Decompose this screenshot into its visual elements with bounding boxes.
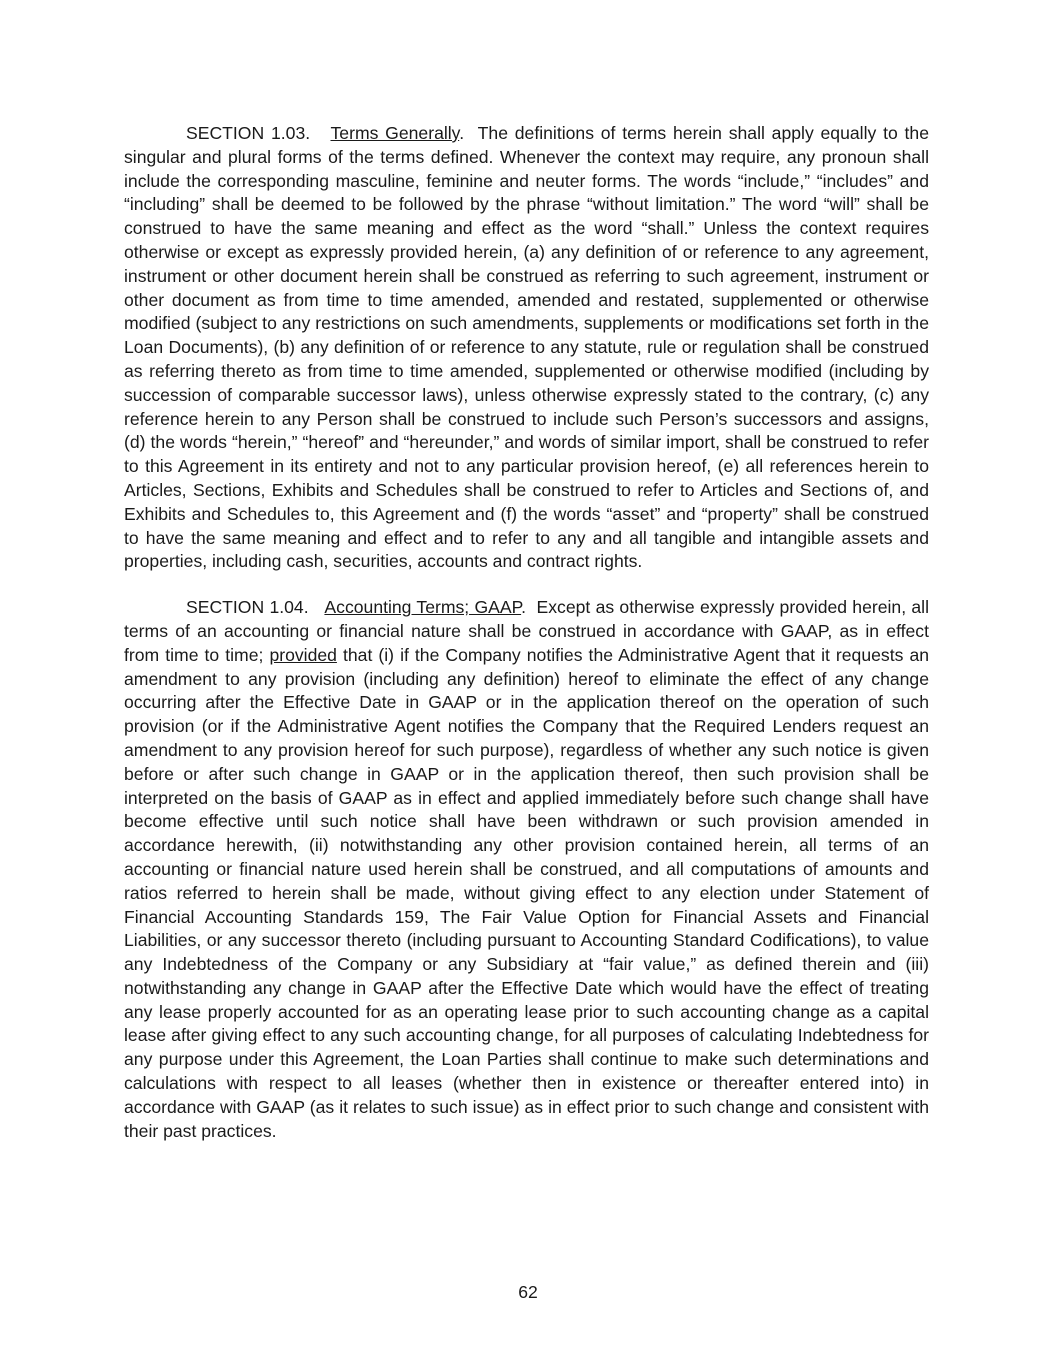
section-1-04-paragraph: SECTION 1.04. Accounting Terms; GAAP. Except as otherwise expressly provided herein, all terms of an accounting or financial nature shall be construed in accordance with GAAP, as in effect from time to time; provided that (i) if the Company notifies the Administrative Agent that it requests an amendment to any provision (including any definition) hereof to eliminate the effect of any change occurring after the Effective Date in GAAP or in the application thereof on the operation of such provision (or if the Administrative Agent notifies the Company that the Required Lenders request an amendment to any provision hereof for such purpose), regardless of whether any such notice is given before or after such change in GAAP or in the application thereof, then such provision shall be interpreted on the basis of GAAP as in effect and applied immediately before such change shall have become effective until such notice shall have been withdrawn or such provision amended in accordance herewith, (ii) notwithstanding any other provision contained herein, all terms of an accounting or financial nature used herein shall be construed, and all computations of amounts and ratios referred to herein shall be made, without giving effect to any election under Statement of Financial Accounting Standards 159, The Fair Value Option for Financial Assets and Financial Liabilities, or any successor thereto (including pursuant to Accounting Standard Codifications), to value any Indebtedness of the Company or any Subsidiary at “fair value,” as defined therein and (iii) notwithstanding any change in GAAP after the Effective Date which would have the effect of treating any lease properly accounted for as an operating lease prior to such accounting change as a capital lease after giving effect to any such accounting change, for all purposes of calculating Indebtedness for any purpose under this Agreement, the Loan Parties shall continue to make such determinations and calculations with respect to all leases (whether then in existence or thereafter entered into) in accordance with GAAP (as it relates to such issue) as in effect prior to such change and consistent with their past practices. (124, 597, 930, 1141)
section-body: The definitions of terms herein shall apply equally to the singular and plural forms of the terms defined. Whenever the context may require, any pronoun shall include the corresponding masculine, feminine and neuter forms. The words “include,” “includes” and “including” shall be deemed to be followed by the phrase “without limitation.” The word “will” shall be construed to have the same meaning and effect as the word “shall.” Unless the context requires otherwise or except as expressly provided herein, (a) any definition of or reference to any agreement, instrument or other document herein shall be construed as referring to such agreement, instrument or other document as from time to time amended, amended and restated, supplemented or otherwise modified (subject to any restrictions on such amendments, supplements or modifications set forth in the Loan Documents), (b) any definition of or reference to any statute, rule or regulation shall be construed as referring thereto as from time to time amended, supplemented or otherwise modified (including by succession of comparable successor laws), unless otherwise expressly stated to the contrary, (c) any reference herein to any Person shall be construed to include such Person’s successors and assigns, (d) the words “herein,” “hereof” and “hereunder,” and words of similar import, shall be construed to refer to this Agreement in its entirety and not to any particular provision hereof, (e) all references herein to Articles, Sections, Exhibits and Schedules shall be construed to refer to Articles and Sections of, and Exhibits and Schedules to, this Agreement and (f) the words “asset” and “property” shall be construed to have the same meaning and effect and to refer to any and all tangible and intangible assets and properties, including cash, securities, accounts and contract rights. (124, 123, 929, 572)
section-body-start: Except as otherwise expressly provided herein, all terms of an accounting or financial nature shall be construed in accordance with GAAP, as in effect from time to time; (124, 597, 929, 665)
page-number: 62 (518, 1282, 538, 1302)
section-title: Terms Generally (330, 123, 460, 143)
section-label: SECTION 1.03. (186, 123, 311, 143)
provided-term: provided (269, 644, 337, 665)
section-body-rest: that (i) if the Company notifies the Administrative Agent that it requests an amendment to any provision (including any definition) hereof to eliminate the effect of any change occurring after the Effective Date in GAAP or in the application thereof on the operation of such provision (or if the Administrative Agent notifies the Company that the Required Lenders request an amendment to any provision hereof for such purpose), regardless of whether any such notice is given before or after such change in GAAP or in the application thereof, then such provision shall be interpreted on the basis of GAAP as in effect and applied immediately before such change shall have become effective until such notice shall have been withdrawn or such provision amended in accordance herewith, (ii) notwithstanding any other provision contained herein, all terms of an accounting or financial nature used herein shall be construed, and all computations of amounts and ratios referred to herein shall be made, without giving effect to any election under Statement of Financial Accounting Standards 159, The Fair Value Option for Financial Assets and Financial Liabilities, or any successor thereto (including pursuant to Accounting Standard Codifications), to value any Indebtedness of the Company or any Subsidiary at “fair value,” as defined therein and (iii) notwithstanding any change in GAAP after the Effective Date which would have the effect of treating any lease properly accounted for as an operating lease prior to such accounting change as a capital lease after giving effect to any such accounting change, for all purposes of calculating Indebtedness for any purpose under this Agreement, the Loan Parties shall continue to make such determinations and calculations with respect to all leases (whether then in existence or thereafter entered into) in accordance with GAAP (as it relates to such issue) as in effect prior to such change and consistent with their past practices. (124, 644, 930, 1141)
section-1-03-paragraph: SECTION 1.03. Terms Generally. The definitions of terms herein shall apply equally to the singular and plural forms of the terms defined. Whenever the context may require, any pronoun shall include the corresponding masculine, feminine and neuter forms. The words “include,” “includes” and “including” shall be deemed to be followed by the phrase “without limitation.” The word “will” shall be construed to have the same meaning and effect as the word “shall.” Unless the context requires otherwise or except as expressly provided herein, (a) any definition of or reference to any agreement, instrument or other document herein shall be construed as referring to such agreement, instrument or other document as from time to time amended, amended and restated, supplemented or otherwise modified (subject to any restrictions on such amendments, supplements or modifications set forth in the Loan Documents), (b) any definition of or reference to any statute, rule or regulation shall be construed as referring thereto as from time to time amended, supplemented or otherwise modified (including by succession of comparable successor laws), unless otherwise expressly stated to the contrary, (c) any reference herein to any Person shall be construed to include such Person’s successors and assigns, (d) the words “herein,” “hereof” and “hereunder,” and words of similar import, shall be construed to refer to this Agreement in its entirety and not to any particular provision hereof, (e) all references herein to Articles, Sections, Exhibits and Schedules shall be construed to refer to Articles and Sections of, and Exhibits and Schedules to, this Agreement and (f) the words “asset” and “property” shall be construed to have the same meaning and effect and to refer to any and all tangible and intangible assets and properties, including cash, securities, accounts and contract rights. (124, 123, 929, 572)
document-page (124, 122, 929, 1165)
section-title: Accounting Terms; GAAP (324, 597, 522, 618)
section-label: SECTION 1.04. (186, 597, 309, 618)
